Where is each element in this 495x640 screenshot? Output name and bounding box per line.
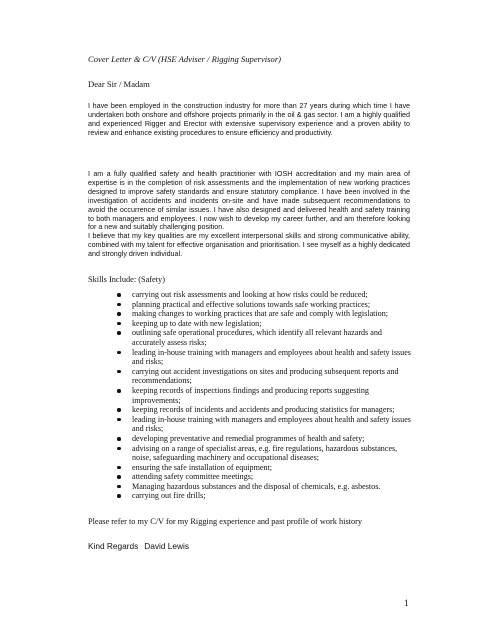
list-item — [117, 348, 413, 367]
paragraph-safety-qualification: I am a fully qualified safety and health practitioner with IOSH accreditation and my main area of expertise is in the completion of risk assessments and the implementation of new working practices designed to improve safety standards and ensure statutory compliance. I have been involved in the investigation of accidents and incidents on-site and have made subsequent recommendations to avoid the occurrence of similar issues. I have also designed and delivered health and safety training to both managers and employees. I now wish to develop my career further, and am therefore looking for a new and suitably challenging position. — [88, 170, 410, 232]
list-item — [117, 491, 413, 501]
list-item-text: keeping records of inspections findings and producing reports suggesting improvements; — [132, 385, 369, 405]
list-item — [117, 309, 413, 319]
list-item — [117, 463, 413, 473]
list-item-text: keeping records of incidents and accidents and producing statistics for managers; — [132, 405, 395, 415]
list-item-text: advising on a range of specialist areas, e.g. fire regulations, hazardous substances, noise, safeguarding machinery and occupational diseases; — [132, 443, 398, 463]
list-item — [117, 386, 413, 405]
bullet-icon — [117, 418, 121, 422]
list-item-text: planning practical and effective solutions towards safe working practices; — [132, 299, 371, 309]
list-item — [117, 328, 413, 347]
list-item — [117, 434, 413, 444]
closing-line: Please refer to my C/V for my Rigging experience and past profile of work history — [88, 517, 363, 526]
page-number: 1 — [404, 599, 409, 609]
list-item-text: carrying out risk assessments and looking at how risks could be reduced; — [132, 290, 368, 299]
bullet-icon — [117, 408, 121, 412]
list-item — [117, 367, 413, 386]
document-title: Cover Letter & C/V (HSE Adviser / Rigging Supervisor) — [88, 54, 282, 64]
bullet-icon — [117, 322, 121, 326]
list-item-text: developing preventative and remedial programmes of health and safety; — [132, 433, 365, 443]
list-item — [117, 444, 413, 463]
list-item-text: leading in-house training with managers and employees about health and safety issues and risks; — [132, 414, 411, 434]
bullet-icon — [117, 389, 121, 393]
bullet-icon — [117, 312, 121, 316]
list-item — [117, 415, 413, 434]
list-item-text: outlining safe operational procedures, which identify all relevant hazards and accurately assess risks; — [132, 328, 382, 347]
list-item-text: attending safety committee meetings; — [132, 472, 254, 482]
signoff-text: Kind Regards — [88, 541, 139, 551]
skills-heading: Skills Include: (Safety) — [88, 275, 165, 284]
paragraph-key-qualities: I believe that my key qualities are my excellent interpersonal skills and strong communicative ability, combined with my talent for effective organisation and prioritisation. I see myself as a highly dedicated and strongly driven individual. — [88, 232, 410, 258]
signature-name: David Lewis — [144, 541, 190, 551]
bullet-icon — [117, 494, 121, 498]
paragraph-experience: I have been employed in the construction industry for more than 27 years during which time I have undertaken both onshore and offshore projects primarily in the oil & gas sector. I am a highly qualified and experienced Rigger and Erector with extensive supervisory experience and a proven ability to review and enhance existing procedures to ensure efficiency and productivity. — [88, 102, 410, 137]
list-item-text: making changes to working practices that are safe and comply with legislation; — [132, 309, 389, 319]
list-item — [117, 472, 413, 482]
list-item-text: leading in-house training with managers and employees about health and safety issues and risks; — [132, 347, 411, 367]
list-item — [117, 482, 413, 492]
list-item-text: carrying out accident investigations on sites and producing subsequent reports and recommendations; — [132, 366, 399, 386]
salutation: Dear Sir / Madam — [88, 79, 150, 89]
bullet-icon — [117, 303, 121, 307]
bullet-icon — [117, 293, 121, 297]
list-item-text: ensuring the safe installation of equipment; — [132, 462, 273, 472]
signoff — [88, 541, 189, 551]
bullet-icon — [117, 447, 121, 451]
bullet-icon — [117, 466, 121, 470]
list-item — [117, 319, 413, 329]
bullet-icon — [117, 437, 121, 441]
list-item — [117, 405, 413, 415]
bullet-icon — [117, 475, 121, 479]
list-item-text: carrying out fire drills; — [132, 491, 206, 501]
bullet-icon — [117, 331, 121, 335]
list-item — [117, 300, 413, 310]
list-item-text: Managing hazardous substances and the disposal of chemicals, e.g. asbestos. — [132, 481, 381, 491]
list-item-text: keeping up to date with new legislation; — [132, 318, 262, 328]
skills-list — [117, 290, 413, 501]
bullet-icon — [117, 370, 121, 374]
bullet-icon — [117, 351, 121, 355]
bullet-icon — [117, 485, 121, 489]
list-item — [117, 290, 413, 300]
